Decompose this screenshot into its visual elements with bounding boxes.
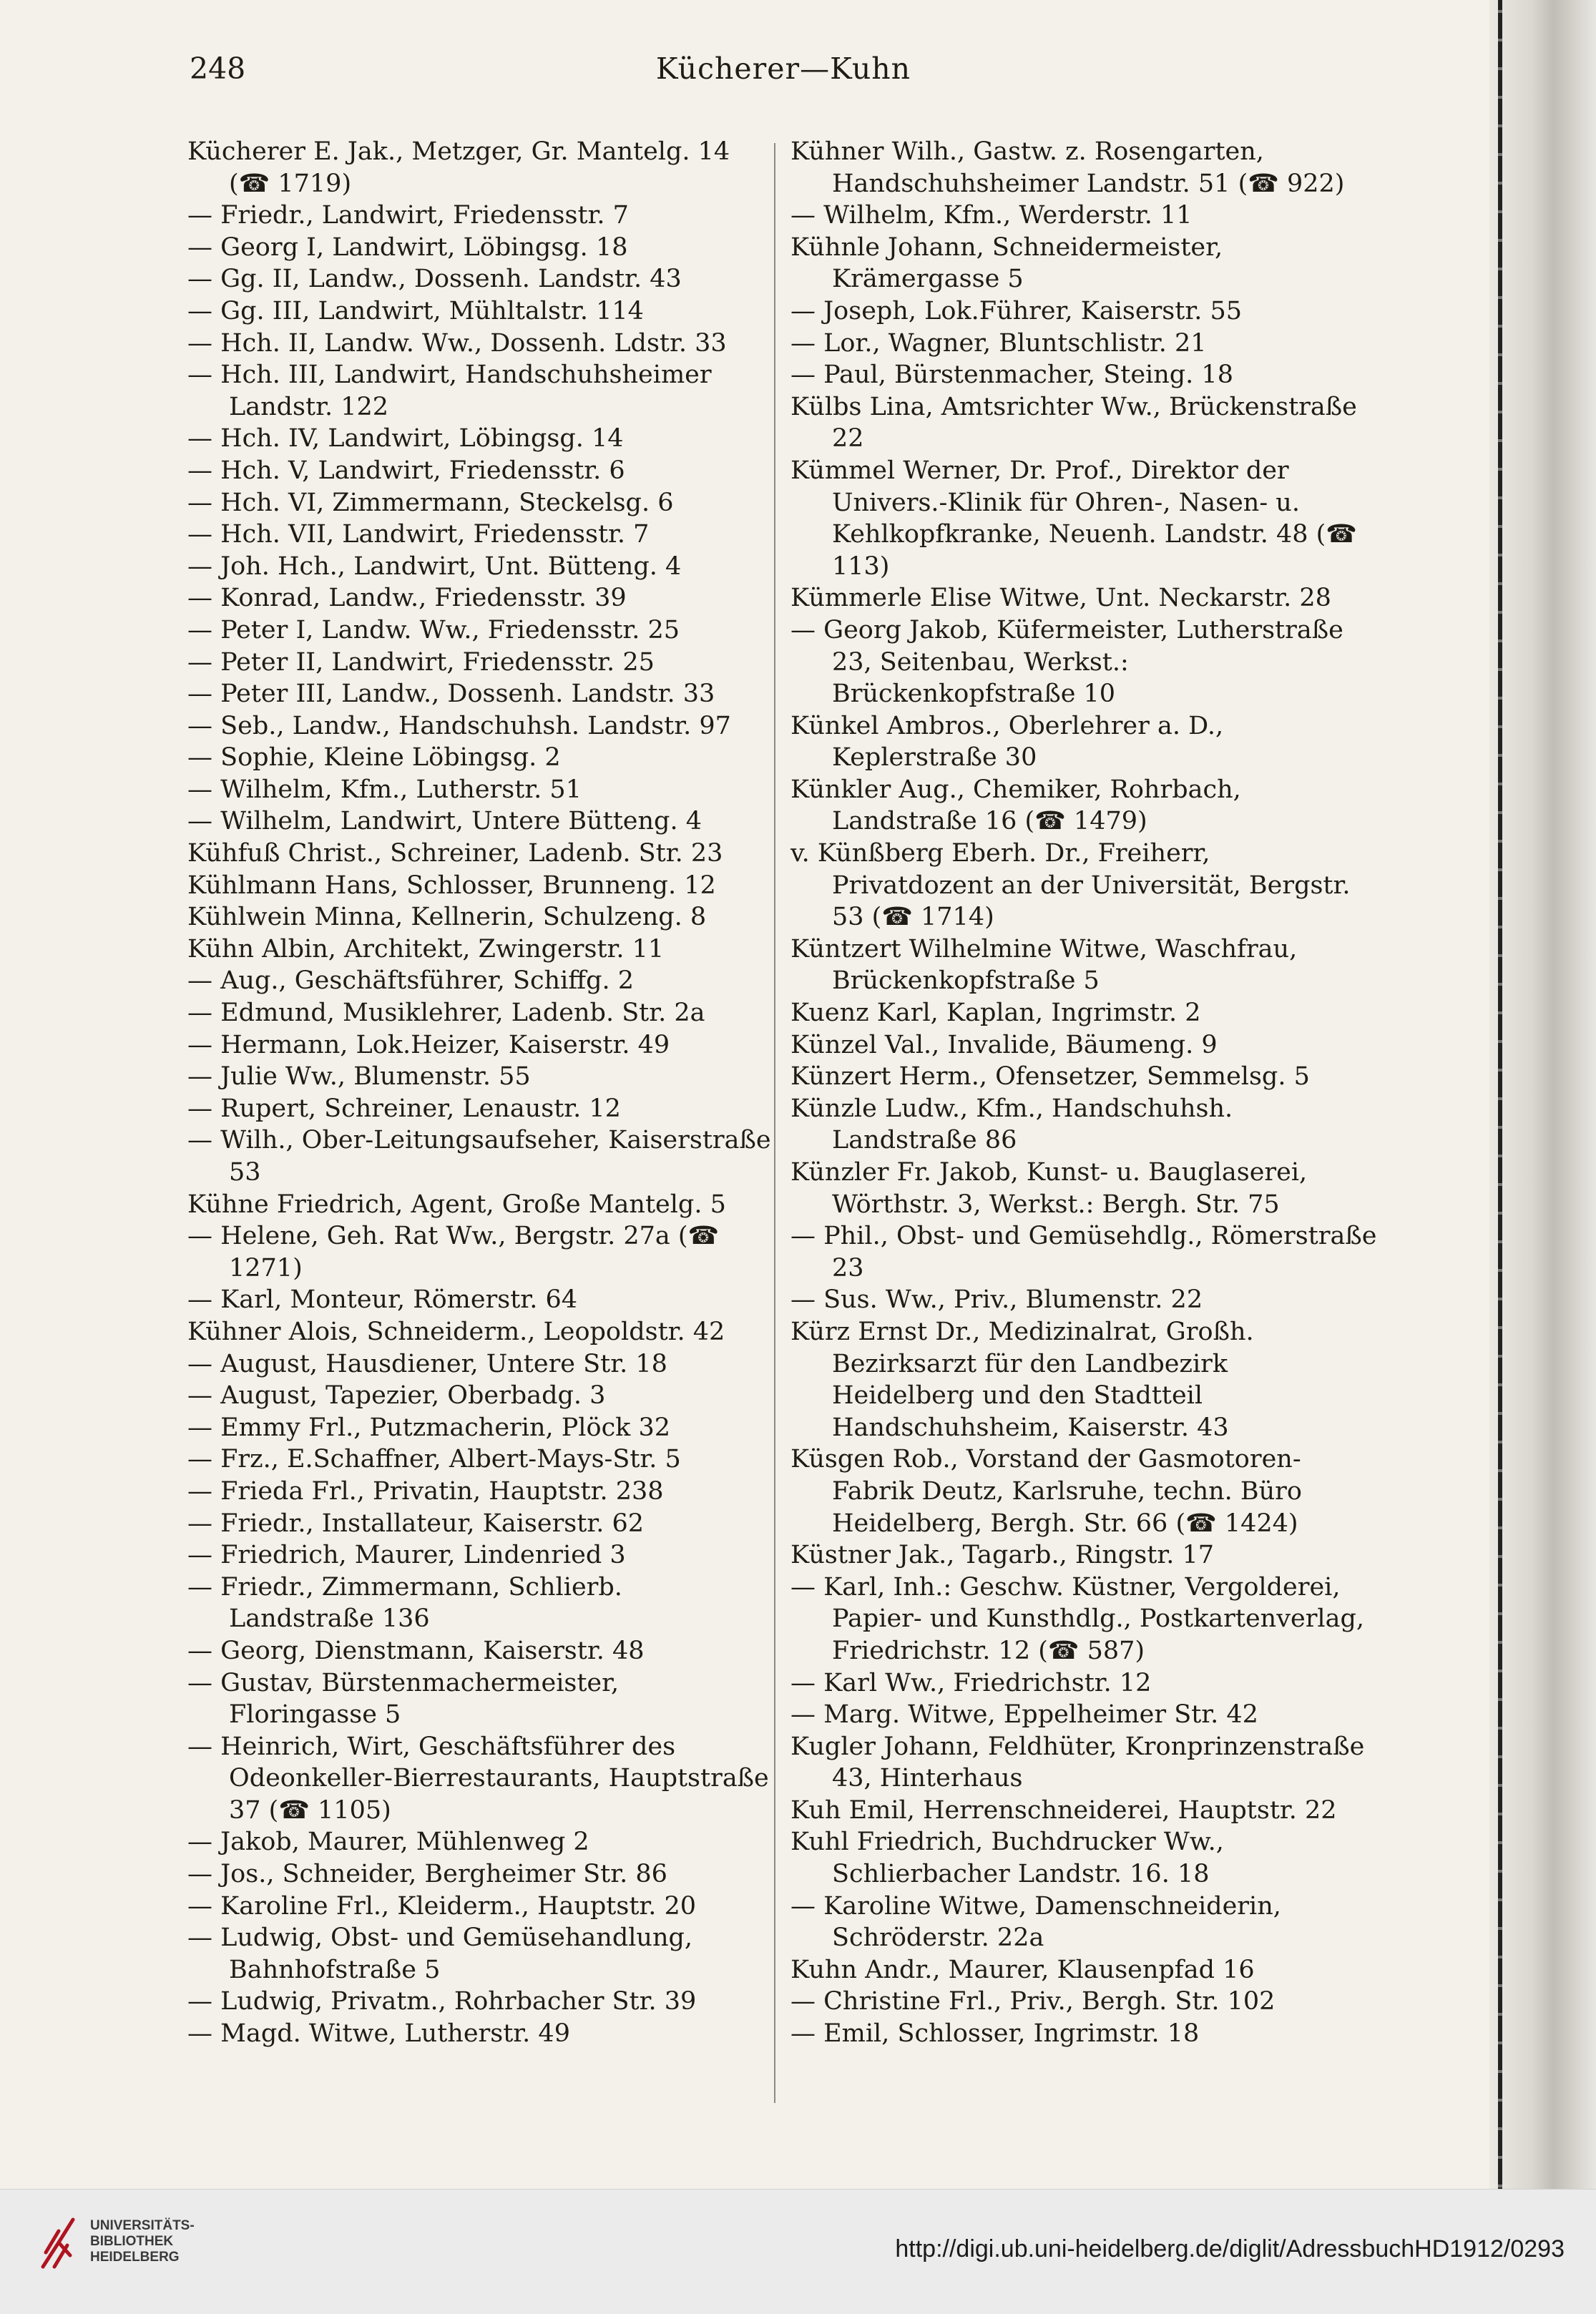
directory-entry: Kühne Friedrich, Agent, Große Mantelg. 5 bbox=[187, 1190, 726, 1219]
directory-entry: Küsgen Rob., Vorstand der Gasmotoren-Fabrik Deutz, Karlsruhe, techn. Büro Heidelberg, Bergh. Str. 66 (☎ 1424) bbox=[790, 1445, 1302, 1538]
column-divider bbox=[774, 143, 775, 2103]
source-url-link[interactable]: http://digi.ub.uni-heidelberg.de/diglit/AdressbuchHD1912/0293 bbox=[895, 2235, 1565, 2262]
directory-entry: — Hch. II, Landw. Ww., Dossenh. Ldstr. 33 bbox=[187, 328, 727, 358]
directory-entry: — Wilhelm, Kfm., Werderstr. 11 bbox=[790, 201, 1193, 230]
binding-edge-line bbox=[1498, 0, 1502, 2189]
directory-entry: — Konrad, Landw., Friedensstr. 39 bbox=[187, 584, 627, 613]
directory-entry: — Gustav, Bürstenmachermeister, Floringasse 5 bbox=[187, 1668, 620, 1730]
directory-entry: — Joh. Hch., Landwirt, Unt. Bütteng. 4 bbox=[187, 551, 682, 581]
directory-entry: — Hch. IV, Landwirt, Löbingsg. 14 bbox=[187, 424, 624, 454]
directory-entry: — Paul, Bürstenmacher, Steing. 18 bbox=[790, 361, 1233, 390]
directory-entry: — Gg. II, Landw., Dossenh. Landstr. 43 bbox=[187, 265, 682, 294]
directory-entry: — Wilhelm, Landwirt, Untere Bütteng. 4 bbox=[187, 807, 702, 836]
directory-entry: — Helene, Geh. Rat Ww., Bergstr. 27a (☎ 1271) bbox=[187, 1222, 720, 1283]
directory-entry: — Georg, Dienstmann, Kaiserstr. 48 bbox=[187, 1636, 645, 1665]
directory-entry: — Frieda Frl., Privatin, Hauptstr. 238 bbox=[187, 1476, 664, 1506]
directory-entry: — Phil., Obst- und Gemüsehdlg., Römerstraße 23 bbox=[790, 1222, 1377, 1283]
directory-entry: Kühfuß Christ., Schreiner, Ladenb. Str. 23 bbox=[187, 839, 723, 868]
directory-entry: Kümmel Werner, Dr. Prof., Direktor der Univers.-Klinik für Ohren-, Nasen- u. Kehlkopfkranke, Neuenh. Landstr. 48 (☎ 113) bbox=[790, 456, 1357, 581]
directory-entry: — Peter II, Landwirt, Friedensstr. 25 bbox=[187, 647, 655, 677]
directory-entry: — Hch. V, Landwirt, Friedensstr. 6 bbox=[187, 456, 625, 485]
directory-entry: — Lor., Wagner, Bluntschlistr. 21 bbox=[790, 328, 1207, 358]
directory-entry: — Karl, Monteur, Römerstr. 64 bbox=[187, 1285, 577, 1315]
directory-entry: Kühnle Johann, Schneidermeister, Krämergasse 5 bbox=[790, 232, 1223, 294]
directory-entry: — Hermann, Lok.Heizer, Kaiserstr. 49 bbox=[187, 1030, 670, 1059]
directory-entry: Künkler Aug., Chemiker, Rohrbach, Landstraße 16 (☎ 1479) bbox=[790, 775, 1241, 836]
directory-entry: — Aug., Geschäftsführer, Schiffg. 2 bbox=[187, 966, 635, 996]
directory-entry: — Wilh., Ober-Leitungsaufseher, Kaiserstraße 53 bbox=[187, 1126, 771, 1187]
directory-entry: — Julie Ww., Blumenstr. 55 bbox=[187, 1062, 531, 1092]
page-number: 248 bbox=[190, 52, 246, 86]
directory-entry: — Gg. III, Landwirt, Mühltalstr. 114 bbox=[187, 296, 644, 325]
directory-entry: — Peter I, Landw. Ww., Friedensstr. 25 bbox=[187, 615, 680, 644]
directory-entry: — Georg I, Landwirt, Löbingsg. 18 bbox=[187, 232, 628, 262]
directory-entry: — Friedr., Landwirt, Friedensstr. 7 bbox=[187, 201, 629, 230]
directory-entry: — Georg Jakob, Küfermeister, Lutherstraße 23, Seitenbau, Werkst.: Brückenkopfstraße 10 bbox=[790, 615, 1343, 709]
directory-entry: Kühlmann Hans, Schlosser, Brunneng. 12 bbox=[187, 871, 716, 900]
page-edge bbox=[1489, 0, 1596, 2189]
directory-entry: — Ludwig, Privatm., Rohrbacher Str. 39 bbox=[187, 1987, 697, 2016]
directory-entry: — Friedrich, Maurer, Lindenried 3 bbox=[187, 1541, 626, 1570]
directory-entry: Kürz Ernst Dr., Medizinalrat, Großh. Bezirksarzt für den Landbezirk Heidelberg und den Stadtteil Handschuhsheim, Kaiserstr. 43 bbox=[790, 1317, 1254, 1442]
directory-entry: — Edmund, Musiklehrer, Ladenb. Str. 2a bbox=[187, 999, 705, 1028]
directory-entry: Kühn Albin, Architekt, Zwingerstr. 11 bbox=[187, 934, 665, 964]
directory-entry: — Hch. VII, Landwirt, Friedensstr. 7 bbox=[187, 520, 650, 549]
directory-entry: Kuhl Friedrich, Buchdrucker Ww., Schlierbacher Landstr. 16. 18 bbox=[790, 1828, 1224, 1889]
directory-entry: Küstner Jak., Tagarb., Ringstr. 17 bbox=[790, 1541, 1215, 1570]
directory-entry: Kühlwein Minna, Kellnerin, Schulzeng. 8 bbox=[187, 903, 707, 932]
library-logo-icon bbox=[37, 2214, 79, 2270]
directory-entry: — Ludwig, Obst- und Gemüsehandlung, Bahnhofstraße 5 bbox=[187, 1923, 693, 1984]
directory-entry: — Marg. Witwe, Eppelheimer Str. 42 bbox=[790, 1700, 1258, 1730]
directory-entry: — Seb., Landw., Handschuhsh. Landstr. 97 bbox=[187, 711, 731, 740]
directory-entry: — August, Tapezier, Oberbadg. 3 bbox=[187, 1381, 606, 1411]
directory-entry: — Peter III, Landw., Dossenh. Landstr. 33 bbox=[187, 680, 715, 709]
directory-entry: Külbs Lina, Amtsrichter Ww., Brückenstraße 22 bbox=[790, 392, 1357, 454]
directory-entry: — Magd. Witwe, Lutherstr. 49 bbox=[187, 2019, 570, 2049]
directory-entry: — Sus. Ww., Priv., Blumenstr. 22 bbox=[790, 1285, 1203, 1315]
library-name-line: HEIDELBERG bbox=[90, 2250, 180, 2265]
page-header bbox=[190, 52, 1377, 94]
directory-column-right bbox=[790, 136, 1377, 2050]
directory-entry: Kücherer E. Jak., Metzger, Gr. Mantelg. 14 (☎ 1719) bbox=[187, 137, 730, 198]
directory-entry: — Hch. III, Landwirt, Handschuhsheimer Landstr. 122 bbox=[187, 361, 712, 421]
directory-entry: — Christine Frl., Priv., Bergh. Str. 102 bbox=[790, 1987, 1276, 2016]
directory-entry: — Jakob, Maurer, Mühlenweg 2 bbox=[187, 1828, 589, 1857]
directory-entry: — Hch. VI, Zimmermann, Steckelsg. 6 bbox=[187, 488, 674, 517]
directory-entry: — Heinrich, Wirt, Geschäftsführer des Odeonkeller-Bierrestaurants, Hauptstraße 37 (☎ 1105) bbox=[187, 1732, 769, 1825]
directory-entry: — Emmy Frl., Putzmacherin, Plöck 32 bbox=[187, 1413, 671, 1442]
library-name-line: UNIVERSITÄTS- bbox=[90, 2218, 195, 2233]
directory-entry: — Emil, Schlosser, Ingrimstr. 18 bbox=[790, 2019, 1200, 2049]
directory-entry: Künzler Fr. Jakob, Kunst- u. Bauglaserei, Wörthstr. 3, Werkst.: Bergh. Str. 75 bbox=[790, 1158, 1308, 1219]
directory-entry: — Karoline Witwe, Damenschneiderin, Schröderstr. 22a bbox=[790, 1891, 1281, 1953]
directory-entry: — Karl, Inh.: Geschw. Küstner, Vergolderei, Papier- und Kunsthdlg., Postkartenverlag, Friedrichstr. 12 (☎ 587) bbox=[790, 1572, 1365, 1665]
running-head: Kücherer—Kuhn bbox=[655, 52, 911, 86]
viewer-footer bbox=[0, 2189, 1596, 2314]
directory-entry: Künzle Ludw., Kfm., Handschuhsh. Landstraße 86 bbox=[790, 1094, 1233, 1155]
directory-entry: Künzert Herm., Ofensetzer, Semmelsg. 5 bbox=[790, 1062, 1310, 1092]
directory-entry: Kuhn Andr., Maurer, Klausenpfad 16 bbox=[790, 1955, 1255, 1984]
directory-entry: — Rupert, Schreiner, Lenaustr. 12 bbox=[187, 1094, 621, 1123]
directory-entry: — Friedr., Installateur, Kaiserstr. 62 bbox=[187, 1509, 644, 1538]
directory-entry: Kuh Emil, Herrenschneiderei, Hauptstr. 22 bbox=[790, 1795, 1337, 1825]
directory-entry: Kugler Johann, Feldhüter, Kronprinzenstraße 43, Hinterhaus bbox=[790, 1732, 1365, 1793]
directory-column-left bbox=[187, 136, 774, 2050]
directory-entry: Küntzert Wilhelmine Witwe, Waschfrau, Brückenkopfstraße 5 bbox=[790, 934, 1298, 996]
directory-entry: — Wilhelm, Kfm., Lutherstr. 51 bbox=[187, 775, 582, 804]
directory-entry: Künkel Ambros., Oberlehrer a. D., Keplerstraße 30 bbox=[790, 711, 1224, 773]
directory-entry: — August, Hausdiener, Untere Str. 18 bbox=[187, 1349, 667, 1378]
directory-entry: Kümmerle Elise Witwe, Unt. Neckarstr. 28 bbox=[790, 584, 1331, 613]
library-name bbox=[90, 2218, 195, 2265]
directory-entry: Künzel Val., Invalide, Bäumeng. 9 bbox=[790, 1030, 1218, 1059]
directory-entry: — Friedr., Zimmermann, Schlierb. Landstraße 136 bbox=[187, 1572, 622, 1634]
directory-entry: — Jos., Schneider, Bergheimer Str. 86 bbox=[187, 1860, 667, 1889]
directory-entry: Kuenz Karl, Kaplan, Ingrimstr. 2 bbox=[790, 999, 1201, 1028]
library-name-line: BIBLIOTHEK bbox=[90, 2234, 174, 2249]
directory-entry: — Karl Ww., Friedrichstr. 12 bbox=[790, 1668, 1152, 1697]
directory-entry: Kühner Wilh., Gastw. z. Rosengarten, Handschuhsheimer Landstr. 51 (☎ 922) bbox=[790, 137, 1345, 198]
directory-entry: — Sophie, Kleine Löbingsg. 2 bbox=[187, 743, 561, 773]
directory-entry: v. Künßberg Eberh. Dr., Freiherr, Privatdozent an der Universität, Bergstr. 53 (☎ 1714) bbox=[790, 839, 1351, 932]
directory-entry: — Frz., E.Schaffner, Albert-Mays-Str. 5 bbox=[187, 1445, 681, 1474]
directory-entry: — Karoline Frl., Kleiderm., Hauptstr. 20 bbox=[187, 1891, 697, 1921]
directory-entry: Kühner Alois, Schneiderm., Leopoldstr. 42 bbox=[187, 1317, 725, 1346]
directory-entry: — Joseph, Lok.Führer, Kaiserstr. 55 bbox=[790, 296, 1243, 325]
